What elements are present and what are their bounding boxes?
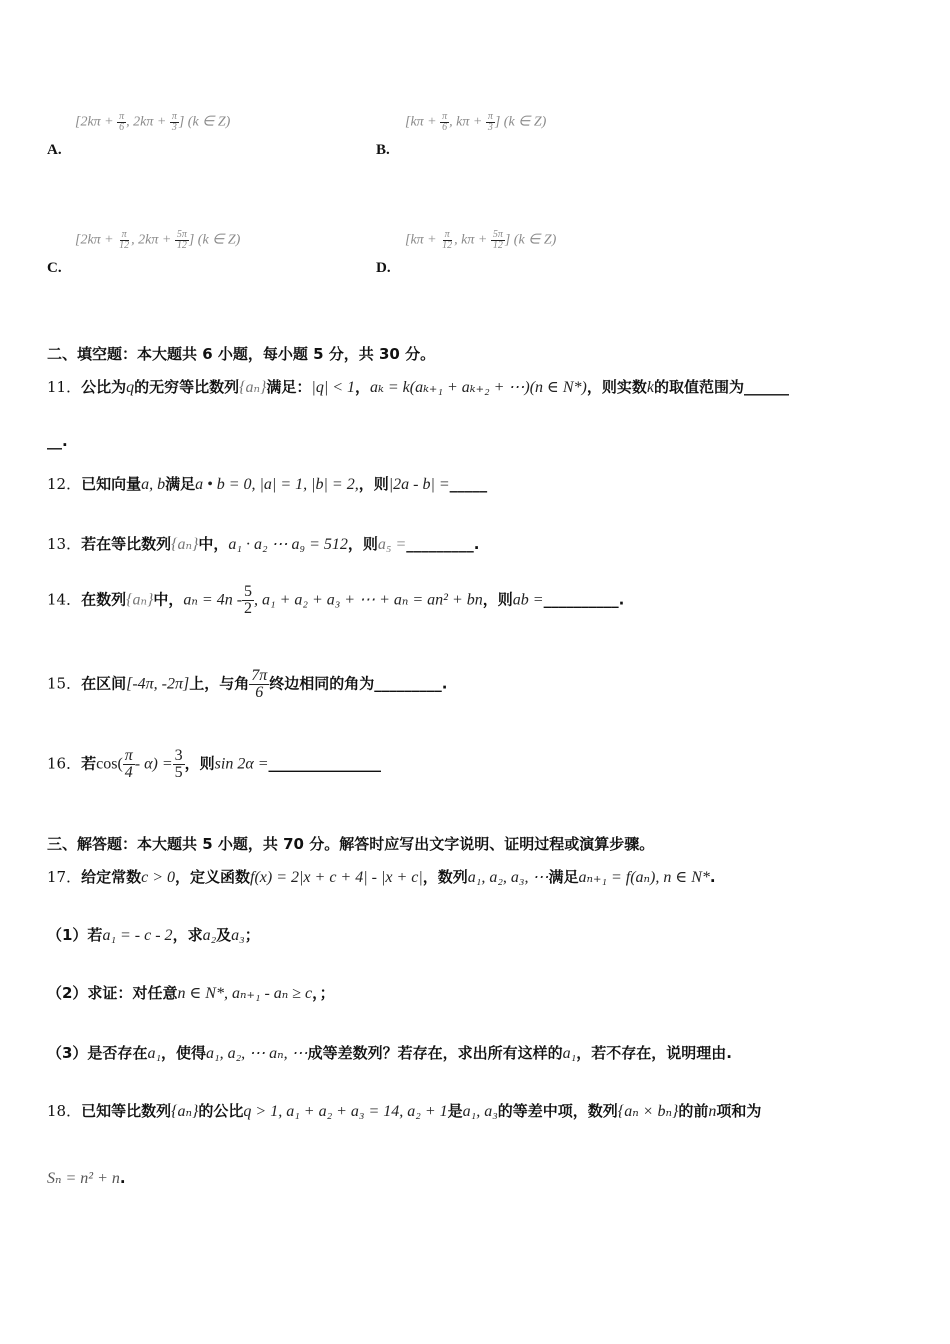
question-17-part-3: （3）是否存在a₁，使得a₁, a₂, ⋯ aₙ, ⋯成等差数列？若存在，求出所有这样的a₁，若不存在，说明理由. — [47, 1044, 732, 1062]
question-15: 15．在区间[-4π, -2π]上，与角 $\frac{7\pi}{6}$ 终边相同的角为_________. — [47, 667, 448, 701]
question-18-continuation: Sₙ = n² + n. — [47, 1169, 126, 1187]
question-16: 16．若cos( $\frac{\pi}{4}$ - α) = $\frac{3}{5}$ ，则sin 2α =_______________ — [47, 747, 382, 781]
question-17-part-2: （2）求证：对任意n ∈ N*, aₙ₊₁ - aₙ ≥ c，； — [47, 984, 335, 1002]
option-a-label[interactable]: A. — [47, 142, 62, 158]
question-11: 11．公比为q的无穷等比数列{aₙ}满足：|q| < 1，aₖ = k(aₖ₊₁ + aₖ₊₂ + ⋯)(n ∈ N*)，则实数k的取值范围为______ — [47, 378, 790, 396]
question-13: 13．若在等比数列{aₙ}中，a₁ · a₂ ⋯ a₉ = 512，则a₅ =_________. — [47, 535, 480, 553]
question-18: 18．已知等比数列{aₙ}的公比q > 1, a₁ + a₂ + a₃ = 14, a₂ + 1是a₁, a₃的等差中项，数列{aₙ × bₙ}的前n项和为 — [47, 1102, 762, 1120]
option-c-expression: [2kπ + $\frac{\pi}{12}$ , 2kπ + $\frac{5\pi}{12}$ ] (k ∈ Z) — [75, 229, 241, 251]
section-2-title: 二、填空题：本大题共 6 小题，每小题 5 分，共 30 分。 — [47, 345, 436, 363]
option-d-expression: [kπ + $\frac{\pi}{12}$ , kπ + $\frac{5\pi}{12}$ ] (k ∈ Z) — [405, 229, 557, 251]
question-14: 14．在数列{aₙ}中，aₙ = 4n - $\frac{5}{2}$ , a₁ + a₂ + a₃ + ⋯ + aₙ = an² + bn，则ab =__________. — [47, 583, 625, 617]
option-d-label[interactable]: D. — [376, 260, 391, 276]
option-c-label[interactable]: C. — [47, 260, 62, 276]
question-17-part-1: （1）若a₁ = - c - 2，求a₂及a₃； — [47, 926, 260, 944]
question-number: 11． — [47, 378, 82, 396]
question-11-continuation: __. — [47, 432, 68, 450]
option-b-expression: [kπ + $\frac{\pi}{6}$ , kπ + $\frac{\pi}{3}$ ] (k ∈ Z) — [405, 111, 547, 133]
question-17: 17．给定常数c > 0，定义函数f(x) = 2|x + c + 4| - |x + c|，数列a₁, a₂, a₃, ⋯满足aₙ₊₁ = f(aₙ), n ∈ N*. — [47, 868, 716, 886]
section-3-title: 三、解答题：本大题共 5 小题，共 70 分。解答时应写出文字说明、证明过程或演算步骤。 — [47, 835, 655, 853]
option-b-label[interactable]: B. — [376, 142, 390, 158]
option-a-expression: [2kπ + $\frac{\pi}{6}$ , 2kπ + $\frac{\pi}{3}$ ] (k ∈ Z) — [75, 111, 231, 133]
question-12: 12．已知向量a, b满足a • b = 0, |a| = 1, |b| = 2,，则|2a - b| =_____ — [47, 475, 488, 493]
